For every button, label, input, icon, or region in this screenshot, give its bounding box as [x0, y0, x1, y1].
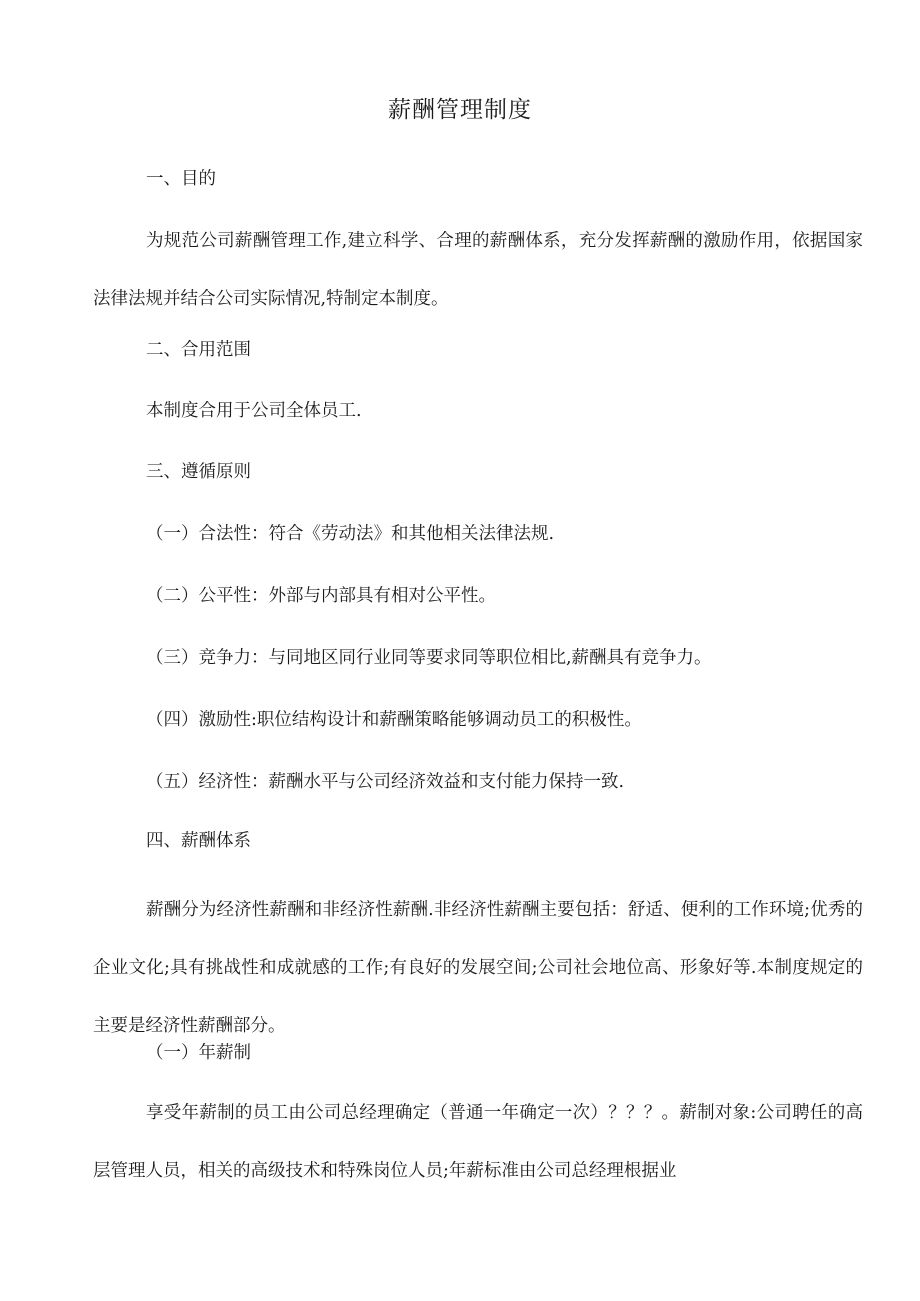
section-heading-scope: 二、合用范围 — [146, 340, 251, 360]
principle-item: （二）公平性：外部与内部具有相对公平性。 — [146, 586, 496, 606]
principle-item: （四）激励性:职位结构设计和薪酬策略能够调动员工的积极性。 — [146, 710, 642, 730]
paragraph-annual: 享受年薪制的员工由公司总经理确定（普通一年确定一次）？？？。薪制对象:公司聘任的高层管理人员，相关的高级技术和特殊岗位人员;年薪标准由公司总经理根据业 — [93, 1103, 863, 1181]
paragraph-scope: 本制度合用于公司全体员工. — [146, 401, 362, 421]
section-heading-system: 四、薪酬体系 — [146, 831, 251, 851]
principle-item: （五）经济性：薪酬水平与公司经济效益和支付能力保持一致. — [146, 772, 625, 792]
section-heading-principles: 三、遵循原则 — [146, 462, 251, 482]
document-title: 薪酬管理制度 — [388, 97, 532, 123]
section-heading-purpose: 一、目的 — [146, 169, 216, 189]
principle-item: （一）合法性：符合《劳动法》和其他相关法律法规. — [146, 524, 555, 544]
paragraph-purpose: 为规范公司薪酬管理工作,建立科学、合理的薪酬体系，充分发挥薪酬的激励作用，依据国家法律法规并结合公司实际情况,特制定本制度。 — [93, 231, 863, 309]
principle-item: （三）竞争力：与同地区同行业同等要求同等职位相比,薪酬具有竞争力。 — [146, 648, 712, 668]
paragraph-system: 薪酬分为经济性薪酬和非经济性薪酬.非经济性薪酬主要包括：舒适、便利的工作环境;优秀的企业文化;具有挑战性和成就感的工作;有良好的发展空间;公司社会地位高、形象好等.本制度规定的主要是经济性薪酬部分。 — [93, 900, 863, 1036]
subsection-heading-annual: （一）年薪制 — [146, 1043, 251, 1063]
